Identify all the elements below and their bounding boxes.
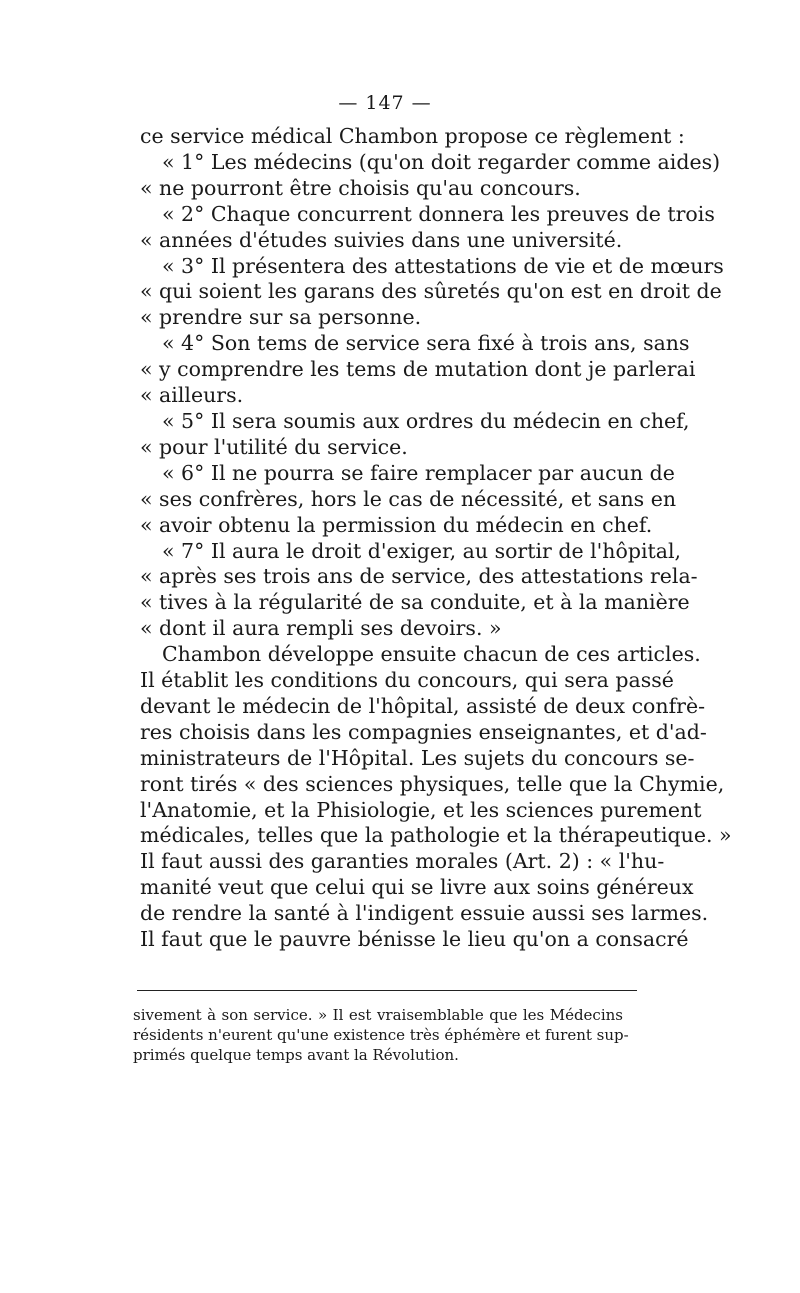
text-line: « 4° Son tems de service sera fixé à trois ans, sans xyxy=(162,331,690,356)
text-line: « années d'études suivies dans une université. xyxy=(140,227,623,252)
footnote xyxy=(133,1005,629,1065)
text-line: Il faut que le pauvre bénisse le lieu qu'on a consacré xyxy=(140,927,689,952)
text-line: « ses confrères, hors le cas de nécessité, et sans en xyxy=(140,486,677,511)
text-line: « tives à la régularité de sa conduite, et à la manière xyxy=(140,590,690,615)
text-line: « 3° Il présentera des attestations de vie et de mœurs xyxy=(162,253,724,278)
text-line: manité veut que celui qui se livre aux soins généreux xyxy=(140,875,694,900)
text-line: Chambon développe ensuite chacun de ces articles. xyxy=(162,642,701,667)
text-line: « 6° Il ne pourra se faire remplacer par aucun de xyxy=(162,460,675,485)
text-line: « avoir obtenu la permission du médecin en chef. xyxy=(140,512,653,537)
text-line: « 7° Il aura le droit d'exiger, au sortir de l'hôpital, xyxy=(162,538,682,563)
text-line: Il faut aussi des garanties morales (Art. 2) : « l'hu- xyxy=(140,849,665,874)
text-line: devant le médecin de l'hôpital, assisté de deux confrè- xyxy=(140,693,706,718)
text-line: « dont il aura rempli ses devoirs. » xyxy=(140,616,502,641)
text-line: médicales, telles que la pathologie et la thérapeutique. » xyxy=(140,823,732,848)
text-line: « qui soient les garans des sûretés qu'on est en droit de xyxy=(140,279,722,304)
body-text xyxy=(140,124,732,953)
text-line: « 5° Il sera soumis aux ordres du médecin en chef, xyxy=(162,408,690,433)
text-line: « 2° Chaque concurrent donnera les preuves de trois xyxy=(162,201,715,226)
text-line: « après ses trois ans de service, des attestations rela- xyxy=(140,564,698,589)
text-line: l'Anatomie, et la Phisiologie, et les sciences purement xyxy=(140,797,702,822)
page-number: — 147 — xyxy=(338,92,432,114)
footnote-line: primés quelque temps avant la Révolution. xyxy=(133,1046,459,1064)
footnote-separator xyxy=(137,990,637,991)
text-line: « ne pourront être choisis qu'au concours. xyxy=(140,175,581,200)
text-line: ministrateurs de l'Hôpital. Les sujets du concours se- xyxy=(140,745,695,770)
text-line: « prendre sur sa personne. xyxy=(140,305,422,330)
text-line: ce service médical Chambon propose ce règlement : xyxy=(140,124,685,148)
text-line: « ailleurs. xyxy=(140,383,244,408)
footnote-line: sivement à son service. » Il est vraisemblable que les Médecins xyxy=(133,1006,623,1024)
text-line: « 1° Les médecins (qu'on doit regarder comme aides) xyxy=(162,149,721,174)
text-line: res choisis dans les compagnies enseignantes, et d'ad- xyxy=(140,719,707,744)
text-line: ront tirés « des sciences physiques, telle que la Chymie, xyxy=(140,771,725,796)
text-line: « y comprendre les tems de mutation dont je parlerai xyxy=(140,357,696,382)
text-line: Il établit les conditions du concours, qui sera passé xyxy=(140,668,674,693)
footnote-line: résidents n'eurent qu'une existence très éphémère et furent sup- xyxy=(133,1026,629,1044)
text-line: « pour l'utilité du service. xyxy=(140,434,408,459)
text-line: de rendre la santé à l'indigent essuie aussi ses larmes. xyxy=(140,901,709,926)
